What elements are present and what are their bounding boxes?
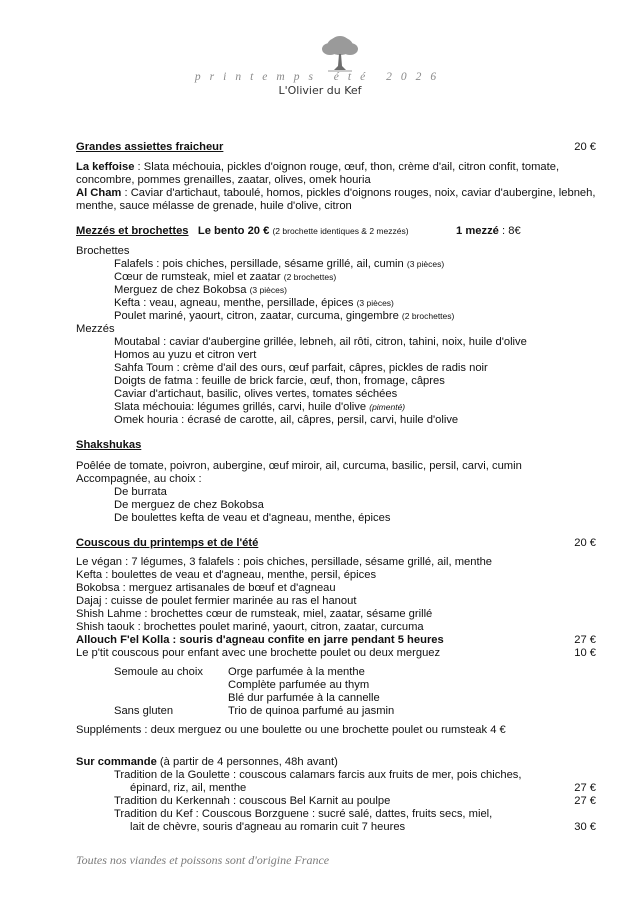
season-title: printemps été 2026 [194, 71, 446, 83]
supplements-line: Suppléments : deux merguez ou une boulette ou une brochette poulet ou rumsteak 4 € [76, 724, 506, 736]
shakshuka-option: De burrata [114, 486, 167, 498]
sans-gluten-option: Trio de quinoa parfumé au jasmin [228, 705, 395, 717]
couscous-item: Bokobsa : merguez artisanales de bœuf et d'agneau [76, 582, 336, 594]
commande-header [76, 756, 338, 768]
price-kef: 30 € [574, 821, 596, 833]
dish-name: La keffoise [76, 161, 135, 173]
price-goulette: 27 € [574, 782, 596, 794]
dish-name: Al Cham [76, 187, 122, 199]
sans-gluten-label: Sans gluten [114, 705, 174, 717]
shakshuka-desc: Poêlée de tomate, poivron, aubergine, œuf miroir, ail, curcuma, basilic, persil, carvi, cumin [76, 460, 522, 472]
mezze-item: Doigts de fatma : feuille de brick farcie, œuf, thon, fromage, câpres [114, 375, 445, 387]
semoule-label: Semoule au choix [114, 666, 203, 678]
bento-note: (2 brochette identiques & 2 mezzés) [272, 226, 409, 236]
price-kerkennah: 27 € [574, 795, 596, 807]
commande-goulette-2: épinard, riz, ail, menthe [130, 782, 247, 794]
semoule-option: Complète parfumée au thym [228, 679, 370, 691]
couscous-item: Shish taouk : brochettes poulet mariné, yaourt, citron, zaatar, curcuma [76, 621, 424, 633]
mezze-item: Caviar d'artichaut, basilic, olives vertes, tomates séchées [114, 388, 398, 400]
price-enfant: 10 € [574, 647, 596, 659]
commande-goulette: Tradition de la Goulette : couscous calamars farcis aux fruits de mer, pois chiches, [114, 769, 522, 781]
commande-kef-2: lait de chèvre, souris d'agneau au romarin cuit 7 heures [130, 821, 406, 833]
dish-alcham-desc-2: menthe, sauce mélasse de grenade, huile d'olive, citron [76, 200, 352, 212]
section-title-shakshukas: Shakshukas [76, 439, 142, 451]
couscous-item: Kefta : boulettes de veau et d'agneau, menthe, persil, épices [76, 569, 377, 581]
price-couscous: 20 € [574, 537, 596, 549]
mezze-item: Sahfa Toum : crème d'ail des ours, œuf parfait, câpres, pickles de radis noir [114, 362, 488, 374]
mezze-item: Omek houria : écrasé de carotte, ail, câpres, persil, carvi, huile d'olive [114, 414, 459, 426]
brochette-item: Kefta : veau, agneau, menthe, persillade, épices (3 pièces) [114, 297, 394, 309]
price-allouch: 27 € [574, 634, 596, 646]
dish-desc: : Caviar d'artichaut, taboulé, homos, pickles d'oignons rouges, noix, caviar d'aubergine, lebneh, [121, 187, 596, 199]
dish-keffoise-desc-2: concombre, pommes grenailles, zaatar, olives, omek houria [76, 174, 371, 186]
couscous-enfant: Le p'tit couscous pour enfant avec une brochette poulet ou deux merguez [76, 647, 441, 659]
mezze-label: 1 mezzé [456, 225, 499, 237]
brochette-item: Cœur de rumsteak, miel et zaatar (2 brochettes) [114, 271, 337, 283]
section-title-mezzes: Mezzés et brochettes [76, 225, 189, 237]
brochette-item: Merguez de chez Bokobsa (3 pièces) [114, 284, 287, 296]
couscous-item: Shish Lahme : brochettes cœur de rumsteak, miel, zaatar, sésame grillé [76, 608, 433, 620]
restaurant-name: L'Olivier du Kef [278, 84, 362, 97]
commande-kef: Tradition du Kef : Couscous Borzguene : sucré salé, dattes, fruits secs, miel, [114, 808, 493, 820]
dish-desc: : Slata méchouia, pickles d'oignon rouge, œuf, thon, crème d'ail, citron confit, tomate, [134, 161, 560, 173]
brochette-item: Falafels : pois chiches, persillade, sésame grillé, ail, cumin (3 pièces) [114, 258, 445, 270]
bento-label: Le bento 20 € [197, 225, 270, 237]
spicy-note: (pimenté) [369, 402, 406, 412]
shakshuka-accomp: Accompagnée, au choix : [76, 473, 202, 485]
couscous-item: Dajaj : cuisse de poulet fermier marinée au ras el hanout [76, 595, 357, 607]
commande-subtitle: (à partir de 4 personnes, 48h avant) [156, 756, 338, 768]
couscous-item: Le végan : 7 légumes, 3 falafels : pois chiches, persillade, sésame grillé, ail, menthe [76, 556, 493, 568]
section-title-couscous: Couscous du printemps et de l'été [76, 537, 259, 549]
section-title-commande: Sur commande [76, 756, 157, 768]
shakshuka-option: De boulettes kefta de veau et d'agneau, menthe, épices [114, 512, 391, 524]
mezzes-label: Mezzés [76, 323, 115, 335]
mezze-price-line [456, 225, 521, 237]
footer-note: Toutes nos viandes et poissons sont d'origine France [76, 853, 330, 867]
mezze-item: Slata méchouia: légumes grillés, carvi, huile d'olive (pimenté) [114, 401, 406, 413]
mezze-price: : 8€ [498, 225, 521, 237]
mezze-item: Homos au yuzu et citron vert [114, 349, 257, 361]
section-title-grandes: Grandes assiettes fraicheur [76, 141, 224, 153]
semoule-option: Orge parfumée à la menthe [228, 666, 365, 678]
mezzes-header-line [76, 225, 409, 237]
brochettes-label: Brochettes [76, 245, 130, 257]
couscous-allouch: Allouch F'el Kolla : souris d'agneau confite en jarre pendant 5 heures [76, 634, 444, 646]
dish-keffoise [76, 161, 559, 173]
commande-kerkennah: Tradition du Kerkennah : couscous Bel Karnit au poulpe [114, 795, 391, 807]
shakshuka-option: De merguez de chez Bokobsa [114, 499, 264, 511]
mezze-item: Moutabal : caviar d'aubergine grillée, lebneh, ail rôti, citron, tahini, noix, huile d'olive [114, 336, 527, 348]
price-grandes: 20 € [574, 141, 596, 153]
brochette-item: Poulet mariné, yaourt, citron, zaatar, curcuma, gingembre (2 brochettes) [114, 310, 455, 322]
dish-alcham [76, 187, 595, 199]
olive-tree-icon [316, 34, 364, 74]
semoule-option: Blé dur parfumée à la cannelle [228, 692, 380, 704]
